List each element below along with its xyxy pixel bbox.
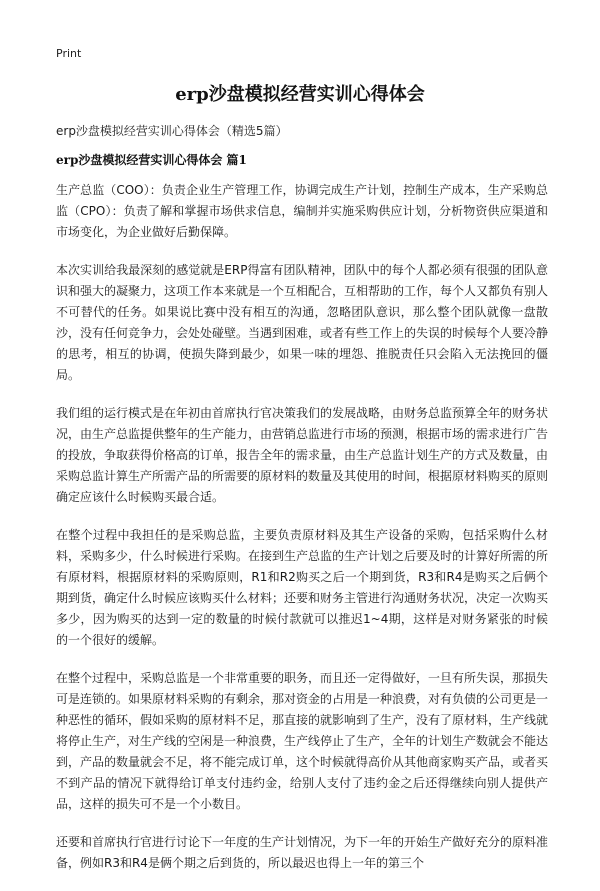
section-heading: erp沙盘模拟经营实训心得体会 篇1 <box>56 153 247 167</box>
paragraph-3: 我们组的运行模式是在年初由首席执行官决策我们的发展战略，由财务总监预算全年的财务状况，由生产总监提供整年的生产能力，由营销总监进行市场的预测，根据市场的需求进行广告的投放，争取获得价格高的订单，报告全年的需求量，由生产总监计划生产的方式及数量，由采购总监计算生产所需产品的所需要的原材料的数量及其使用的时间，根据原材料购买的原则确定应该什么时候购买最合适。 <box>56 406 549 504</box>
paragraph-6: 还要和首席执行官进行讨论下一年度的生产计划情况，为下一年的开始生产做好充分的原料准备，例如R3和R4是俩个期之后到货的，所以最迟也得上一年的第三个 <box>56 835 549 870</box>
paragraph-2: 本次实训给我最深刻的感觉就是ERP得富有团队精神，团队中的每个人都必须有很强的团队意识和强大的凝聚力，这项工作本来就是一个互相配合，互相帮助的工作，每个人又都负有别人不可替代的任务。如果说比赛中没有相互的沟通，忽略团队意识，那么整个团队就像一盘散沙，没有任何竞争力，会处处碰壁。当遇到困难，或者有些工作上的失误的时候每个人要冷静的思考，相互的协调，使损失降到最少，如果一味的埋怨、推脱责任只会陷入无法挽回的僵局。 <box>56 263 549 382</box>
article-body <box>56 180 548 891</box>
document-subtitle: erp沙盘模拟经营实训心得体会（精选5篇） <box>56 124 288 138</box>
paragraph-1: 生产总监（COO）：负责企业生产管理工作，协调完成生产计划，控制生产成本，生产采购总监（CPO）：负责了解和掌握市场供求信息，编制并实施采购供应计划，分析物资供应渠道和市场变化，为企业做好后勤保障。 <box>56 183 548 239</box>
paragraph-4: 在整个过程中我担任的是采购总监，主要负责原材料及其生产设备的采购，包括采购什么材料，采购多少，什么时候进行采购。在接到生产总监的生产计划之后要及时的计算好所需的所有原材料，根据原材料的采购原则，R1和R2购买之后一个期到货，R3和R4是购买之后俩个期到货，确定什么时候应该购买什么材料；还要和财务主管进行沟通财务状况，决定一次购买多少，因为购买的达到一定的数量的时候付款就可以推迟1~4期，这样是对财务紧张的时候的一个很好的缓解。 <box>56 528 549 647</box>
print-link[interactable]: Print <box>56 47 82 60</box>
page-title: erp沙盘模拟经营实训心得体会 <box>175 84 425 105</box>
paragraph-5: 在整个过程中，采购总监是一个非常重要的职务，而且还一定得做好，一旦有所失误，那损失可是连锁的。如果原材料采购的有剩余，那对资金的占用是一种浪费，对有负债的公司更是一种恶性的循环，假如采购的原材料不足，那直接的就影响到了生产，没有了原材料，生产线就将停止生产，对生产线的空闲是一种浪费，生产线停止了生产，全年的计划生产数就会不能达到，产品的数量就会不足，将不能完成订单，这个时候就得高价从其他商家购买产品，或者买不到产品的情况下就得给订单支付违约金，给别人支付了违约金之后还得继续向别人提供产品，这样的损失可不是一个小数目。 <box>56 671 549 811</box>
